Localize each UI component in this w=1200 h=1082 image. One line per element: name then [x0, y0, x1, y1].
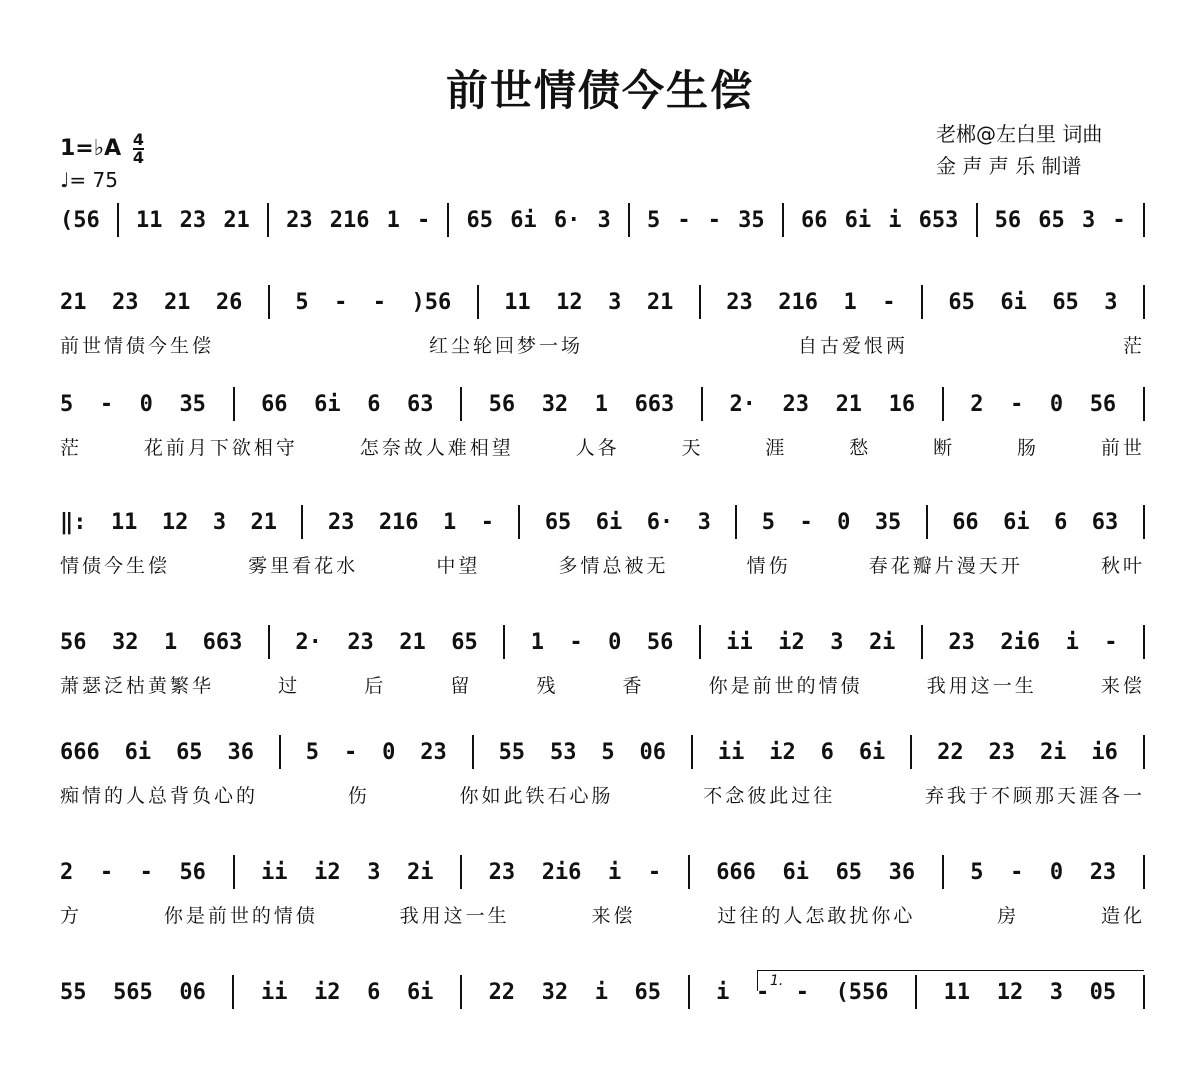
note-group: 565	[113, 979, 153, 1005]
note-group: 65	[544, 509, 572, 535]
note-group: 23	[111, 289, 139, 315]
note-group: 23	[179, 207, 207, 233]
note-group: 63	[407, 391, 434, 417]
note-group: 216	[778, 289, 818, 315]
lyric-phrase: 我用这一生	[926, 674, 1037, 697]
bar-line	[688, 975, 690, 1009]
bar-line	[460, 975, 462, 1009]
note-group: 23	[327, 509, 355, 535]
bar-line	[301, 505, 303, 539]
note-group: -	[334, 289, 348, 315]
bar-line	[1143, 505, 1145, 539]
note-group: -	[647, 859, 662, 885]
note-group: 1	[843, 289, 857, 315]
note-group: 23	[286, 207, 313, 233]
note-group: -	[343, 739, 358, 765]
note-group: -	[1010, 859, 1024, 885]
note-group: 6i	[510, 207, 537, 233]
note-group: 21	[60, 289, 87, 315]
score-system	[0, 852, 1200, 962]
lyric-phrase: 涯	[765, 436, 788, 459]
notation-line	[60, 384, 1145, 424]
note-group: 1	[163, 629, 178, 655]
bar-line	[942, 387, 944, 421]
note-group: 0	[837, 509, 851, 535]
note-group: 3	[608, 289, 622, 315]
note-group: 35	[874, 509, 902, 535]
note-group: -	[1104, 629, 1118, 655]
note-group: 2i6	[541, 859, 582, 885]
lyric-line	[60, 778, 1145, 810]
note-group: ii	[717, 739, 745, 765]
bar-line	[921, 285, 923, 319]
note-group: 23	[782, 391, 809, 417]
note-group: i2	[778, 629, 805, 655]
note-group: 3	[1081, 207, 1096, 233]
note-group: 3	[830, 629, 844, 655]
note-group: 23	[1089, 859, 1117, 885]
lyric-phrase: 雾里看花水	[248, 554, 359, 577]
lyric-phrase: 香	[622, 674, 645, 697]
note-group: 22	[937, 739, 964, 765]
note-group: 666	[716, 859, 756, 885]
note-group: ii	[726, 629, 753, 655]
note-group: 23	[988, 739, 1016, 765]
note-group: 3	[1104, 289, 1118, 315]
note-group: -	[755, 979, 770, 1005]
lyric-phrase: 茫	[1122, 334, 1145, 357]
lyric-phrase: 来偿	[591, 904, 636, 927]
bar-line	[1143, 735, 1145, 769]
note-group: 6	[1054, 509, 1068, 535]
bar-line	[735, 505, 737, 539]
note-group: 22	[488, 979, 516, 1005]
notation-line	[60, 200, 1145, 240]
note-group: 3	[697, 509, 711, 535]
credits	[936, 118, 1102, 182]
bar-line	[628, 203, 630, 237]
bar-line	[1143, 203, 1145, 237]
lyric-phrase: 怎奈故人难相望	[359, 436, 514, 459]
note-group: 1	[443, 509, 457, 535]
score-system	[0, 502, 1200, 612]
lyric-phrase: 情债今生偿	[60, 554, 171, 577]
volta-label: 1.	[770, 973, 784, 989]
note-group: 2·	[729, 391, 756, 417]
note-group: 5	[601, 739, 615, 765]
note-group: i2	[314, 859, 341, 885]
bar-line	[460, 387, 462, 421]
bar-line	[699, 625, 701, 659]
note-group: 55	[498, 739, 526, 765]
note-group: i2	[314, 979, 341, 1005]
lyric-phrase: 你是前世的情债	[708, 674, 863, 697]
note-group: 65	[634, 979, 661, 1005]
note-group: -	[882, 289, 896, 315]
note-group: 32	[541, 979, 569, 1005]
lyric-phrase: 自古爱恨两	[797, 334, 908, 357]
notation-line	[60, 852, 1145, 892]
note-group: 6i	[1000, 289, 1027, 315]
note-group: 2i	[868, 629, 896, 655]
note-group: 53	[549, 739, 577, 765]
lyric-phrase: 来偿	[1100, 674, 1145, 697]
note-group: 63	[1091, 509, 1119, 535]
lyric-phrase: 留	[450, 674, 473, 697]
note-group: 2·	[295, 629, 322, 655]
note-group: 5	[970, 859, 984, 885]
score-system	[0, 282, 1200, 392]
note-group: 5	[295, 289, 309, 315]
note-group: -	[417, 207, 431, 233]
lyric-phrase: 春花瓣片漫天开	[868, 554, 1023, 577]
note-group: 06	[179, 979, 206, 1005]
note-group: 32	[111, 629, 139, 655]
note-group: -	[569, 629, 583, 655]
note-group: 65	[948, 289, 975, 315]
note-group: i	[1065, 629, 1079, 655]
bar-line	[503, 625, 505, 659]
bar-line	[942, 855, 944, 889]
bar-line	[782, 203, 784, 237]
note-group: 1	[530, 629, 544, 655]
notation-line	[60, 282, 1145, 322]
note-group: -	[372, 289, 387, 315]
note-group: 216	[329, 207, 370, 233]
transcriber: 金 声 声 乐 制谱	[936, 154, 1082, 178]
note-group: 2i	[407, 859, 434, 885]
time-signature-bottom: 4	[132, 148, 144, 167]
note-group: 21	[399, 629, 426, 655]
bar-line	[447, 203, 449, 237]
note-group: 663	[634, 391, 675, 417]
note-group: 1	[594, 391, 608, 417]
note-group: 06	[639, 739, 667, 765]
lyric-phrase: 前世情债今生偿	[60, 334, 215, 357]
volta-bracket	[757, 970, 1144, 991]
note-group: 12	[996, 979, 1024, 1005]
note-group: 0	[1049, 391, 1064, 417]
bar-line	[688, 855, 690, 889]
lyric-phrase: 中望	[436, 554, 481, 577]
note-group: 216	[378, 509, 419, 535]
lyric-phrase: 过	[278, 674, 301, 697]
time-signature-top: 4	[132, 130, 144, 149]
note-group: 23	[488, 859, 516, 885]
note-group: 56	[488, 391, 516, 417]
lyric-phrase: 残	[536, 674, 559, 697]
bar-line	[518, 505, 520, 539]
score-system	[0, 384, 1200, 494]
bar-line	[1143, 285, 1145, 319]
lyric-phrase: 我用这一生	[399, 904, 510, 927]
bar-line	[691, 735, 693, 769]
bar-line	[976, 203, 978, 237]
note-group: i	[608, 859, 622, 885]
note-group: -	[99, 391, 114, 417]
bar-line	[233, 387, 235, 421]
note-group: 0	[1049, 859, 1064, 885]
note-group: 65	[466, 207, 494, 233]
note-group: 56	[179, 859, 206, 885]
time-signature	[133, 132, 144, 166]
note-group: 5	[305, 739, 320, 765]
note-group: 6i	[124, 739, 152, 765]
note-group: 6	[820, 739, 834, 765]
note-group: 55	[60, 979, 87, 1005]
lyric-phrase: 秋叶	[1100, 554, 1145, 577]
note-group: 6	[367, 979, 381, 1005]
lyric-phrase: 萧瑟泛枯黄繁华	[60, 674, 215, 697]
note-group: 6i	[782, 859, 809, 885]
note-group: i6	[1091, 739, 1118, 765]
note-group: 56	[60, 629, 87, 655]
note-group: 66	[952, 509, 979, 535]
note-group: 11	[504, 289, 531, 315]
note-group: 26	[215, 289, 243, 315]
note-group: i2	[769, 739, 796, 765]
note-group: 11	[943, 979, 971, 1005]
note-group: -	[99, 859, 114, 885]
note-group: -	[707, 207, 722, 233]
lyric-phrase: 多情总被无	[558, 554, 669, 577]
note-group: 3	[1049, 979, 1064, 1005]
note-group: 6i	[858, 739, 886, 765]
note-group: 56	[646, 629, 674, 655]
lyric-phrase: 愁	[849, 436, 872, 459]
note-group: )56	[411, 289, 452, 315]
lyric-phrase: 茫	[60, 436, 83, 459]
note-group: -	[795, 979, 809, 1005]
lyric-phrase: 痴情的人总背负心的	[60, 784, 259, 807]
note-group: 21	[646, 289, 674, 315]
lyric-line	[60, 430, 1145, 462]
note-group: 65	[1038, 207, 1065, 233]
note-group: 56	[994, 207, 1022, 233]
note-group: 32	[541, 391, 569, 417]
lyric-phrase: 伤	[347, 784, 370, 807]
key-signature	[60, 132, 144, 166]
tempo-marking: ♩= 75	[60, 168, 118, 192]
bar-line	[477, 285, 479, 319]
note-group: 6·	[553, 207, 581, 233]
bar-line	[268, 285, 270, 319]
note-group: i	[716, 979, 730, 1005]
song-title: 前世情债今生偿	[445, 66, 754, 115]
note-group: 23	[347, 629, 374, 655]
note-group: i	[888, 207, 902, 233]
note-group: 05	[1089, 979, 1117, 1005]
note-group: (56	[60, 207, 100, 233]
note-group: -	[799, 509, 813, 535]
lyric-phrase: 后	[364, 674, 387, 697]
lyric-line	[60, 328, 1145, 360]
note-group: 65	[176, 739, 203, 765]
note-group: ii	[261, 979, 288, 1005]
bar-line	[1143, 625, 1145, 659]
note-group: 0	[382, 739, 396, 765]
note-group: 66	[261, 391, 288, 417]
note-group: 1	[386, 207, 400, 233]
lyric-line	[60, 668, 1145, 700]
notation-line	[60, 732, 1145, 772]
note-group: (556	[835, 979, 889, 1005]
score-system	[0, 622, 1200, 732]
bar-line	[926, 505, 928, 539]
note-group: 5	[60, 391, 74, 417]
notation-line	[60, 622, 1145, 662]
note-group: 21	[250, 509, 277, 535]
bar-line	[267, 203, 269, 237]
note-group: 6i	[844, 207, 872, 233]
score-system	[0, 732, 1200, 842]
lyric-phrase: 人各	[575, 436, 620, 459]
note-group: 6i	[595, 509, 623, 535]
note-group: 23	[726, 289, 753, 315]
note-group: 16	[888, 391, 916, 417]
note-group: 35	[179, 391, 206, 417]
lyric-phrase: 情伤	[746, 554, 791, 577]
note-group: 21	[835, 391, 863, 417]
note-group: ‖:	[60, 509, 87, 535]
notation-line	[60, 502, 1145, 542]
note-group: 36	[888, 859, 916, 885]
note-group: 5	[761, 509, 775, 535]
note-group: -	[480, 509, 494, 535]
lyric-phrase: 断	[933, 436, 956, 459]
note-group: 12	[556, 289, 583, 315]
note-group: 2	[60, 859, 74, 885]
lyric-phrase: 肠	[1017, 436, 1040, 459]
note-group: 11	[110, 509, 138, 535]
note-group: 11	[136, 207, 163, 233]
note-group: 666	[60, 739, 100, 765]
note-group: 56	[1089, 391, 1117, 417]
lyric-phrase: 弃我于不顾那天涯各一	[924, 784, 1145, 807]
note-group: 653	[918, 207, 959, 233]
note-group: 3	[367, 859, 381, 885]
lyric-phrase: 造化	[1100, 904, 1145, 927]
note-group: -	[677, 207, 691, 233]
note-group: i	[594, 979, 608, 1005]
bar-line	[472, 735, 474, 769]
note-group: 5	[647, 207, 661, 233]
note-group: 663	[202, 629, 243, 655]
lyric-phrase: 房	[997, 904, 1020, 927]
lyric-phrase: 不念彼此过往	[703, 784, 836, 807]
bar-line	[232, 975, 234, 1009]
note-group: 66	[800, 207, 828, 233]
key-label: 1=♭A	[60, 136, 122, 161]
lyric-phrase: 红尘轮回梦一场	[428, 334, 583, 357]
note-group: -	[1112, 207, 1126, 233]
lyricist-composer: 老郴@左白里 词曲	[936, 122, 1103, 146]
lyric-line	[60, 898, 1145, 930]
note-group: 65	[835, 859, 863, 885]
bar-line	[117, 203, 119, 237]
note-group: 6·	[646, 509, 674, 535]
note-group: 0	[139, 391, 153, 417]
note-group: 6i	[406, 979, 434, 1005]
note-group: 6	[367, 391, 381, 417]
note-group: 21	[223, 207, 250, 233]
note-group: -	[1010, 391, 1024, 417]
bar-line	[699, 285, 701, 319]
lyric-phrase: 前世	[1100, 436, 1145, 459]
bar-line	[268, 625, 270, 659]
lyric-phrase: 过往的人怎敢扰你心	[717, 904, 916, 927]
bar-line	[910, 735, 912, 769]
lyric-line	[60, 548, 1145, 580]
note-group: 3	[212, 509, 227, 535]
lyric-phrase: 方	[60, 904, 83, 927]
lyric-phrase: 天	[681, 436, 704, 459]
bar-line	[233, 855, 235, 889]
note-group: 2i	[1039, 739, 1067, 765]
note-group: 65	[451, 629, 478, 655]
note-group: 23	[420, 739, 447, 765]
note-group: 3	[597, 207, 611, 233]
note-group: 6i	[1003, 509, 1030, 535]
note-group: 6i	[314, 391, 341, 417]
bar-line	[701, 387, 703, 421]
bar-line	[1143, 855, 1145, 889]
lyric-phrase: 花前月下欲相守	[143, 436, 298, 459]
bar-line	[460, 855, 462, 889]
note-group: 2	[970, 391, 984, 417]
note-group: -	[139, 859, 153, 885]
note-group: 2i6	[1000, 629, 1041, 655]
bar-line	[279, 735, 281, 769]
note-group: 65	[1052, 289, 1079, 315]
lyric-phrase: 你是前世的情债	[163, 904, 318, 927]
note-group: 23	[948, 629, 975, 655]
note-group: 35	[738, 207, 765, 233]
note-group: 36	[227, 739, 254, 765]
note-group: ii	[261, 859, 288, 885]
note-group: 21	[163, 289, 191, 315]
lyric-phrase: 你如此铁石心肠	[459, 784, 614, 807]
note-group: 12	[161, 509, 189, 535]
bar-line	[921, 625, 923, 659]
note-group: 0	[608, 629, 622, 655]
bar-line	[1143, 387, 1145, 421]
